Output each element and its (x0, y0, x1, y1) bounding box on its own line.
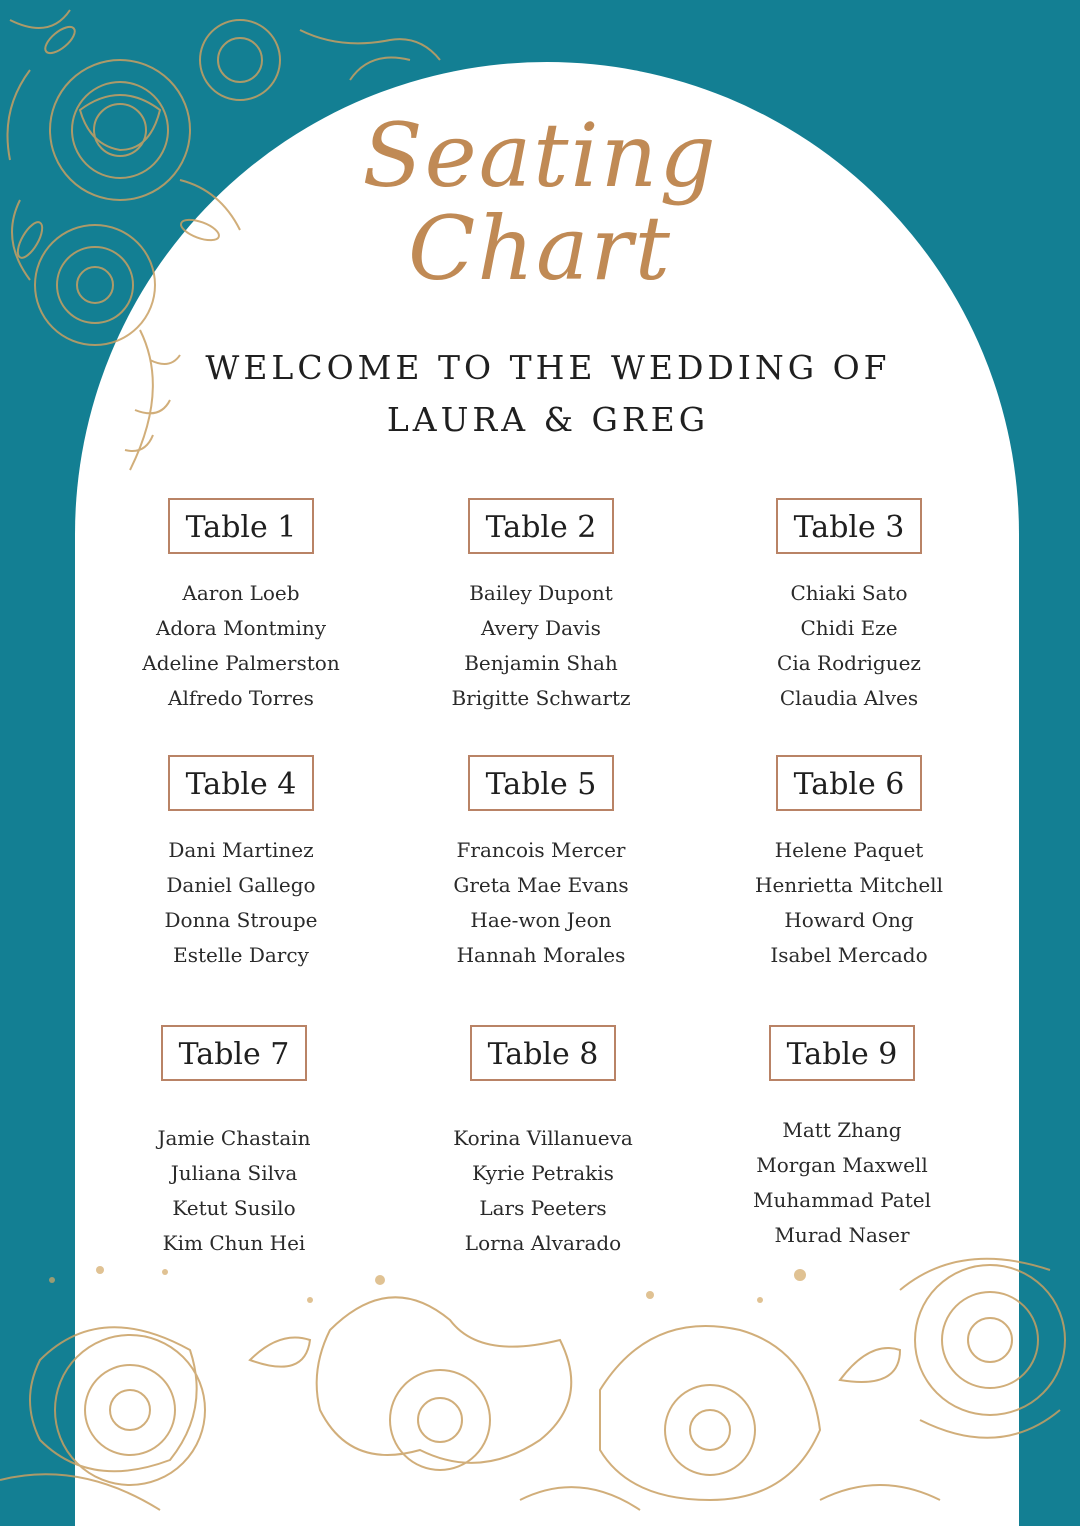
table-block (699, 755, 999, 973)
table-label: Table 9 (769, 1025, 915, 1081)
guest-name: Lars Peeters (479, 1196, 607, 1220)
guest-name: Daniel Gallego (166, 873, 316, 897)
guest-list (699, 833, 999, 973)
guest-list (692, 1113, 992, 1253)
title-script-line1: Seating (362, 104, 718, 207)
table-label: Table 6 (776, 755, 922, 811)
guest-name: Benjamin Shah (464, 651, 618, 675)
table-block (393, 1025, 693, 1261)
guest-name: Estelle Darcy (173, 943, 309, 967)
guest-name: Howard Ong (784, 908, 914, 932)
guest-name: Muhammad Patel (753, 1188, 931, 1212)
table-label: Table 3 (776, 498, 922, 554)
guest-name: Alfredo Torres (168, 686, 314, 710)
table-label: Table 7 (161, 1025, 307, 1081)
guest-list (91, 576, 391, 716)
table-block (91, 755, 391, 973)
guest-name: Kyrie Petrakis (472, 1161, 614, 1185)
guest-name: Cia Rodriguez (777, 651, 921, 675)
guest-name: Ketut Susilo (172, 1196, 296, 1220)
table-label: Table 4 (168, 755, 314, 811)
guest-name: Helene Paquet (774, 838, 924, 862)
guest-name: Chidi Eze (800, 616, 898, 640)
guest-list (699, 576, 999, 716)
table-block (391, 498, 691, 716)
guest-list (84, 1121, 384, 1261)
table-label: Table 5 (468, 755, 614, 811)
guest-name: Brigitte Schwartz (451, 686, 631, 710)
guest-name: Juliana Silva (170, 1161, 298, 1185)
guest-name: Hannah Morales (456, 943, 626, 967)
table-block (84, 1025, 384, 1261)
guest-name: Korina Villanueva (453, 1126, 633, 1150)
guest-name: Matt Zhang (782, 1118, 902, 1142)
guest-name: Hae-won Jeon (470, 908, 612, 932)
guest-list (393, 1121, 693, 1261)
guest-name: Donna Stroupe (164, 908, 318, 932)
table-label: Table 1 (168, 498, 314, 554)
guest-name: Francois Mercer (456, 838, 626, 862)
guest-name: Bailey Dupont (469, 581, 613, 605)
guest-name: Claudia Alves (779, 686, 919, 710)
guest-name: Chiaki Sato (790, 581, 908, 605)
table-block (692, 1025, 992, 1253)
table-block (91, 498, 391, 716)
guest-name: Greta Mae Evans (453, 873, 629, 897)
welcome-line: WELCOME TO THE WEDDING OF (205, 348, 891, 387)
guest-name: Dani Martinez (168, 838, 314, 862)
table-label: Table 2 (468, 498, 614, 554)
table-block (391, 755, 691, 973)
guest-name: Morgan Maxwell (756, 1153, 928, 1177)
guest-list (91, 833, 391, 973)
guest-name: Jamie Chastain (157, 1126, 311, 1150)
guest-name: Murad Naser (774, 1223, 910, 1247)
couple-names: LAURA & GREG (386, 400, 710, 439)
table-block (699, 498, 999, 716)
guest-name: Kim Chun Hei (162, 1231, 306, 1255)
guest-list (391, 576, 691, 716)
guest-list (391, 833, 691, 973)
guest-name: Henrietta Mitchell (755, 873, 943, 897)
guest-name: Adora Montminy (155, 616, 327, 640)
guest-name: Adeline Palmerston (142, 651, 340, 675)
guest-name: Isabel Mercado (770, 943, 928, 967)
guest-name: Aaron Loeb (182, 581, 300, 605)
table-label: Table 8 (470, 1025, 616, 1081)
guest-name: Avery Davis (481, 616, 601, 640)
title-script-line2: Chart (408, 197, 672, 300)
guest-name: Lorna Alvarado (464, 1231, 622, 1255)
